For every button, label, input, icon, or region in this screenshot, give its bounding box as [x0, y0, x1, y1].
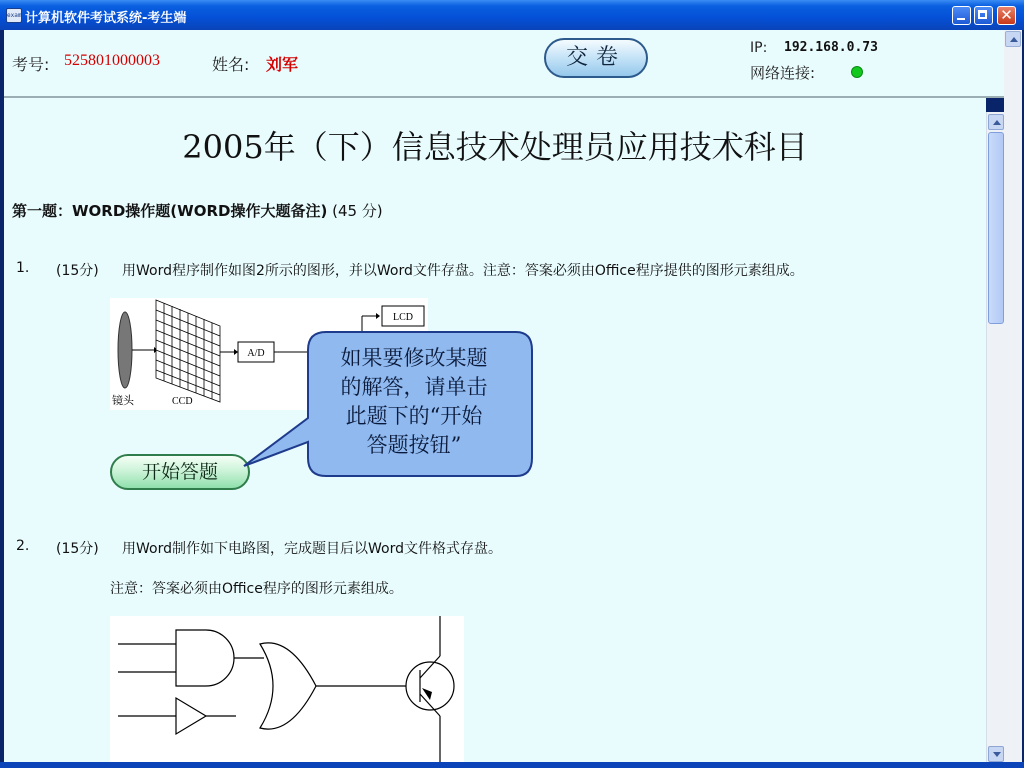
- window-bottom-border: [0, 762, 1024, 768]
- callout-line: 的解答，请单击: [340, 375, 488, 399]
- lcd-label: LCD: [393, 312, 413, 323]
- chevron-up-icon: [993, 120, 1001, 125]
- exam-title: 2005年（下）信息技术处理员应用技术科目: [182, 128, 808, 166]
- question-points: (15分): [56, 541, 99, 557]
- window-title: 计算机软件考试系统-考生端: [25, 11, 187, 26]
- question-2: [16, 538, 986, 558]
- question-number: 2.: [16, 538, 30, 554]
- lens-label: 镜头: [112, 394, 134, 407]
- exam-number-value: 525801000003: [64, 52, 160, 69]
- minimize-button[interactable]: [952, 6, 971, 25]
- question-2-note: 注意：答案必须由Office程序的图形元素组成。: [110, 581, 403, 597]
- close-icon: ✕: [1000, 6, 1013, 24]
- callout-line: 如果要修改某题: [340, 346, 488, 370]
- name-value: 刘军: [266, 55, 299, 74]
- ccd-label: CCD: [172, 396, 193, 407]
- scroll-down-button[interactable]: [988, 746, 1004, 762]
- close-button[interactable]: [997, 6, 1016, 25]
- window-title-bar[interactable]: [0, 0, 1024, 30]
- section-label: 第一题：WORD操作题(WORD操作大题备注): [12, 202, 328, 220]
- scroll-thumb[interactable]: [988, 132, 1004, 324]
- maximize-icon: [978, 10, 987, 19]
- callout-line: 答题按钮”: [366, 433, 462, 457]
- ip-label: IP:: [750, 40, 768, 56]
- exam-content: [4, 98, 986, 762]
- ccd-grid: [156, 300, 220, 402]
- app-icon: exam: [6, 8, 22, 23]
- chevron-up-icon: [1010, 37, 1018, 42]
- maximize-button[interactable]: [974, 6, 993, 25]
- candidate-header: [4, 30, 1004, 98]
- ip-value: 192.168.0.73: [784, 40, 878, 55]
- start-answer-button[interactable]: 开始答题: [110, 454, 250, 490]
- question-number: 1.: [16, 260, 30, 276]
- question-text: 用Word制作如下电路图，完成题目后以Word文件格式存盘。: [122, 541, 502, 557]
- scroll-up-button[interactable]: [988, 114, 1004, 130]
- question-text: 用Word程序制作如图2所示的图形，并以Word文件存盘。注意：答案必须由Office程序提供的图形元素组成。: [122, 263, 804, 279]
- section-heading: [12, 200, 383, 221]
- callout-text: [304, 344, 524, 460]
- section-points: (45 分): [332, 202, 383, 220]
- callout-line: 此题下的“开始: [345, 404, 483, 428]
- submit-exam-button[interactable]: 交卷: [544, 38, 648, 78]
- exam-number-label: 考号:: [12, 55, 50, 74]
- name-label: 姓名:: [212, 55, 250, 74]
- minimize-icon: [957, 18, 965, 20]
- question-1: [16, 260, 986, 280]
- outer-scroll-up-button[interactable]: [1005, 31, 1021, 47]
- network-status-icon: [851, 66, 863, 78]
- chevron-down-icon: [993, 752, 1001, 757]
- question-2-figure: [110, 616, 464, 762]
- lens-shape: [118, 312, 132, 388]
- content-scrollbar[interactable]: [986, 112, 1004, 764]
- outer-scrollbar[interactable]: [1004, 30, 1022, 766]
- ad-label: A/D: [247, 348, 265, 359]
- question-points: (15分): [56, 263, 99, 279]
- network-label: 网络连接:: [750, 64, 816, 82]
